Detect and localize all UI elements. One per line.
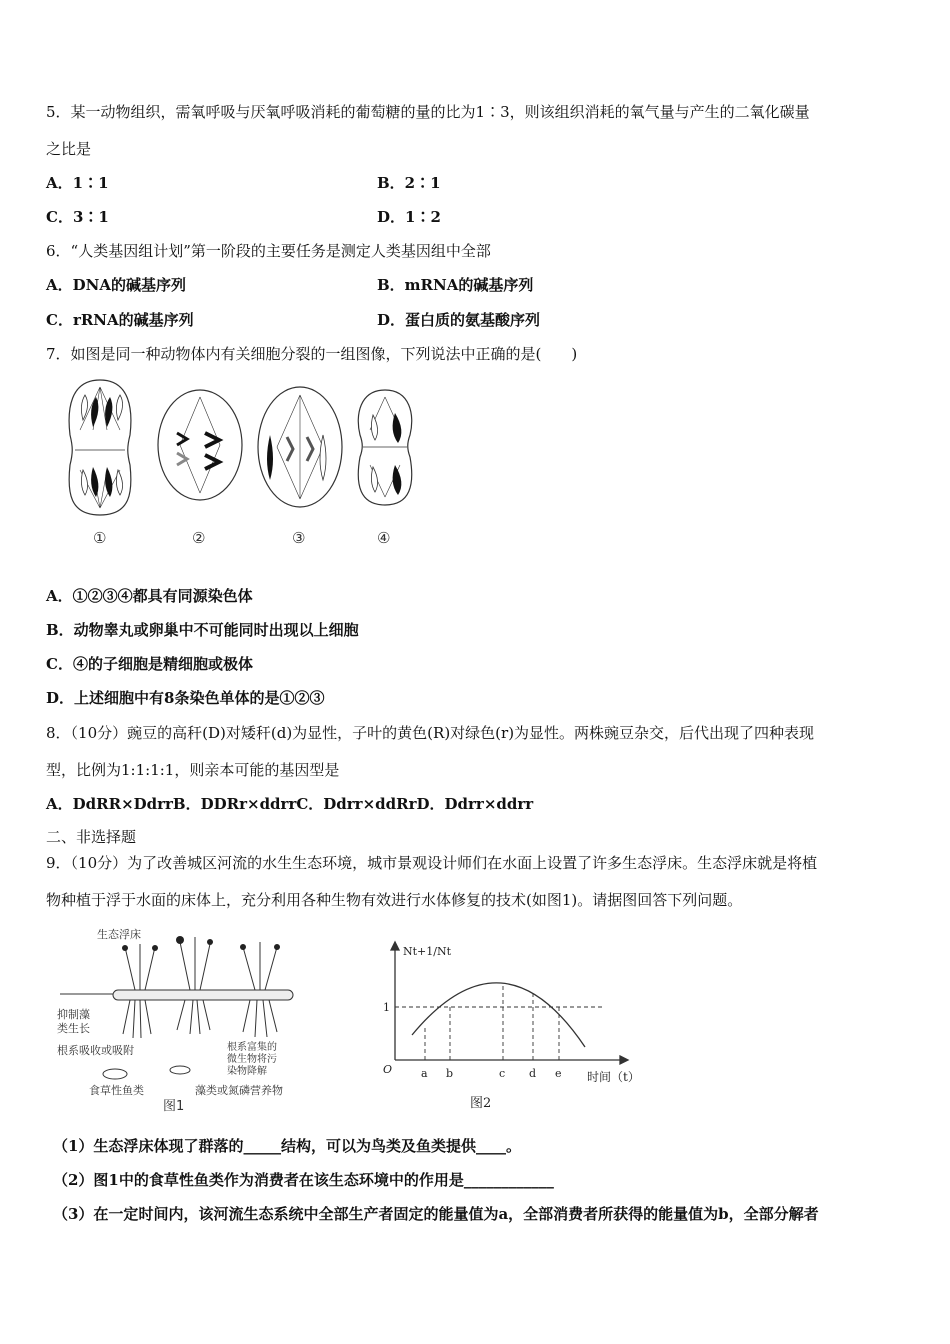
q8-stem-line2: 型，比例为1:1:1:1，则亲本可能的基因型是 bbox=[46, 761, 340, 779]
plant-left bbox=[125, 944, 155, 990]
roots-center bbox=[177, 1000, 210, 1034]
chart-ylabel: Nt+1/Nt bbox=[403, 945, 452, 958]
q6-option-a: A．DNA的碱基序列 bbox=[46, 276, 186, 294]
cell-4-label: ④ bbox=[377, 529, 391, 547]
chart-ytick-1: 1 bbox=[383, 1001, 390, 1014]
cell-4-outline bbox=[358, 390, 411, 505]
q5-stem-line1: 5．某一动物组织，需氧呼吸与厌氧呼吸消耗的葡萄糖的量的比为1∶3，则该组织消耗的氧气量与产生的二氧化碳量 bbox=[46, 103, 810, 121]
q5-option-c: C．3∶1 bbox=[46, 208, 109, 226]
roots-left bbox=[123, 1000, 151, 1038]
fig1-caption: 图1 bbox=[163, 1099, 185, 1114]
q6-stem: 6．“人类基因组计划”第一阶段的主要任务是测定人类基因组中全部 bbox=[46, 242, 491, 260]
cell-division-figure bbox=[55, 375, 425, 550]
chart-xtick-a: a bbox=[421, 1067, 428, 1080]
chart-caption: 图2 bbox=[470, 1096, 492, 1111]
fig1-label-micro-3: 染物降解 bbox=[227, 1066, 267, 1077]
ecological-float-figure bbox=[55, 922, 315, 1117]
population-ratio-chart bbox=[375, 935, 655, 1115]
q6-option-b: B．mRNA的碱基序列 bbox=[377, 276, 534, 294]
q5-option-b: B．2∶1 bbox=[377, 174, 441, 192]
fish-icon bbox=[103, 1069, 127, 1079]
fig1-label-root: 根系吸收或吸附 bbox=[57, 1044, 134, 1057]
section-2-heading: 二、非选择题 bbox=[46, 828, 137, 846]
cell-1-label: ① bbox=[93, 529, 107, 547]
cell-3-label: ③ bbox=[292, 529, 306, 547]
cell-2-outline bbox=[158, 390, 242, 500]
q7-option-a: A．①②③④都具有同源染色体 bbox=[46, 587, 253, 605]
q8-options: A．DdRR×DdrrB．DDRr×ddrrC．Ddrr×ddRrD．Ddrr×ddrr bbox=[46, 795, 534, 813]
fig1-label-inhibit-2: 类生长 bbox=[57, 1022, 90, 1035]
q9-sub3: （3）在一定时间内，该河流生态系统中全部生产者固定的能量值为a，全部消费者所获得的能量值为b，全部分解者 bbox=[53, 1205, 819, 1223]
plant-right bbox=[243, 942, 277, 990]
q9-stem-line2: 物种植于浮于水面的床体上，充分利用各种生物有效进行水体修复的技术(如图1)。请据图回答下列问题。 bbox=[46, 891, 743, 909]
q9-sub1: （1）生态浮床体现了群落的_____结构，可以为鸟类及鱼类提供____。 bbox=[53, 1137, 521, 1155]
fig1-label-inhibit-1: 抑制藻 bbox=[57, 1008, 90, 1021]
fig1-title: 生态浮床 bbox=[97, 928, 141, 941]
q5-option-a: A．1∶1 bbox=[46, 174, 109, 192]
q7-option-b: B．动物睾丸或卵巢中不可能同时出现以上细胞 bbox=[46, 621, 359, 639]
fig1-label-fish: 食草性鱼类 bbox=[89, 1084, 144, 1097]
chart-xtick-e: e bbox=[555, 1067, 562, 1080]
q5-stem-line2: 之比是 bbox=[46, 140, 92, 158]
q6-option-c: C．rRNA的碱基序列 bbox=[46, 311, 194, 329]
fish-icon-2 bbox=[170, 1066, 190, 1074]
float-bed bbox=[113, 990, 293, 1000]
q5-option-d: D．1∶2 bbox=[377, 208, 441, 226]
q7-option-d: D．上述细胞中有8条染色单体的是①②③ bbox=[46, 689, 325, 707]
q9-stem-line1: 9．（10分）为了改善城区河流的水生生态环境，城市景观设计师们在水面上设置了许多生态浮床。生态浮床就是将植 bbox=[46, 854, 818, 872]
chart-xtick-d: d bbox=[529, 1067, 537, 1080]
chart-xtick-b: b bbox=[446, 1067, 454, 1080]
cell-2-label: ② bbox=[192, 529, 206, 547]
chart-xlabel: 时间（t） bbox=[587, 1070, 640, 1084]
chart-origin: O bbox=[383, 1063, 393, 1076]
fig1-label-micro-1: 根系富集的 bbox=[227, 1042, 277, 1053]
q7-stem: 7．如图是同一种动物体内有关细胞分裂的一组图像，下列说法中正确的是( ) bbox=[46, 345, 578, 363]
q9-sub2: （2）图1中的食草性鱼类作为消费者在该生态环境中的作用是____________ bbox=[53, 1171, 554, 1189]
q6-option-d: D．蛋白质的氨基酸序列 bbox=[377, 311, 541, 329]
fig1-label-algae: 藻类或氮磷营养物 bbox=[195, 1084, 283, 1097]
plant-center bbox=[180, 937, 210, 990]
roots-right bbox=[243, 1000, 277, 1037]
chart-xtick-c: c bbox=[499, 1067, 506, 1080]
q8-stem-line1: 8．（10分）豌豆的高秆(D)对矮秆(d)为显性，子叶的黄色(R)对绿色(r)为显性。两株豌豆杂交，后代出现了四种表现 bbox=[46, 724, 815, 742]
fig1-label-micro-2: 微生物将污 bbox=[227, 1054, 277, 1065]
q7-option-c: C．④的子细胞是精细胞或极体 bbox=[46, 655, 253, 673]
